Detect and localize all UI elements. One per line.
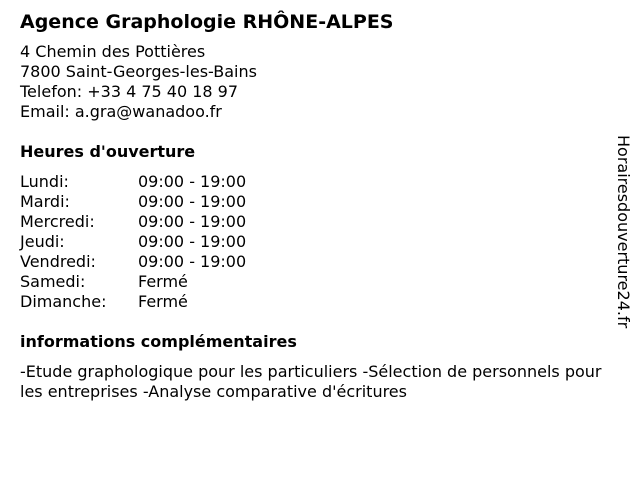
hours-value: 09:00 - 19:00 bbox=[138, 232, 247, 251]
watermark-container bbox=[613, 135, 633, 345]
day-label: Lundi: bbox=[20, 172, 69, 191]
additional-info-text: -Etude graphologique pour les particuliers -Sélection de personnels pour les entreprises -Analyse comparative d'écritures bbox=[20, 362, 602, 401]
hours-value: Fermé bbox=[138, 292, 188, 311]
opening-hours-table bbox=[20, 172, 610, 312]
hours-row-dimanche bbox=[20, 292, 610, 312]
day-label: Vendredi: bbox=[20, 252, 96, 271]
hours-row-samedi bbox=[20, 272, 610, 292]
phone-number: Telefon: +33 4 75 40 18 97 bbox=[20, 82, 239, 101]
opening-hours-heading: Heures d'ouverture bbox=[20, 142, 196, 161]
hours-row-vendredi bbox=[20, 252, 610, 272]
hours-value: Fermé bbox=[138, 272, 188, 291]
day-label: Mercredi: bbox=[20, 212, 95, 231]
day-label: Samedi: bbox=[20, 272, 86, 291]
additional-info-heading: informations complémentaires bbox=[20, 332, 297, 351]
hours-value: 09:00 - 19:00 bbox=[138, 192, 247, 211]
hours-value: 09:00 - 19:00 bbox=[138, 212, 247, 231]
address-line-1: 4 Chemin des Pottières bbox=[20, 42, 206, 61]
hours-row-jeudi bbox=[20, 232, 610, 252]
hours-row-lundi bbox=[20, 172, 610, 192]
site-watermark: Horairesdouverture24.fr bbox=[614, 135, 633, 329]
address-line-2: 7800 Saint-Georges-les-Bains bbox=[20, 62, 257, 81]
hours-value: 09:00 - 19:00 bbox=[138, 252, 247, 271]
email-address: Email: a.gra@wanadoo.fr bbox=[20, 102, 222, 121]
hours-value: 09:00 - 19:00 bbox=[138, 172, 247, 191]
business-name: Agence Graphologie RHÔNE-ALPES bbox=[20, 11, 394, 33]
business-card bbox=[20, 10, 610, 402]
day-label: Jeudi: bbox=[20, 232, 65, 251]
hours-row-mercredi bbox=[20, 212, 610, 232]
day-label: Mardi: bbox=[20, 192, 70, 211]
day-label: Dimanche: bbox=[20, 292, 107, 311]
hours-row-mardi bbox=[20, 192, 610, 212]
